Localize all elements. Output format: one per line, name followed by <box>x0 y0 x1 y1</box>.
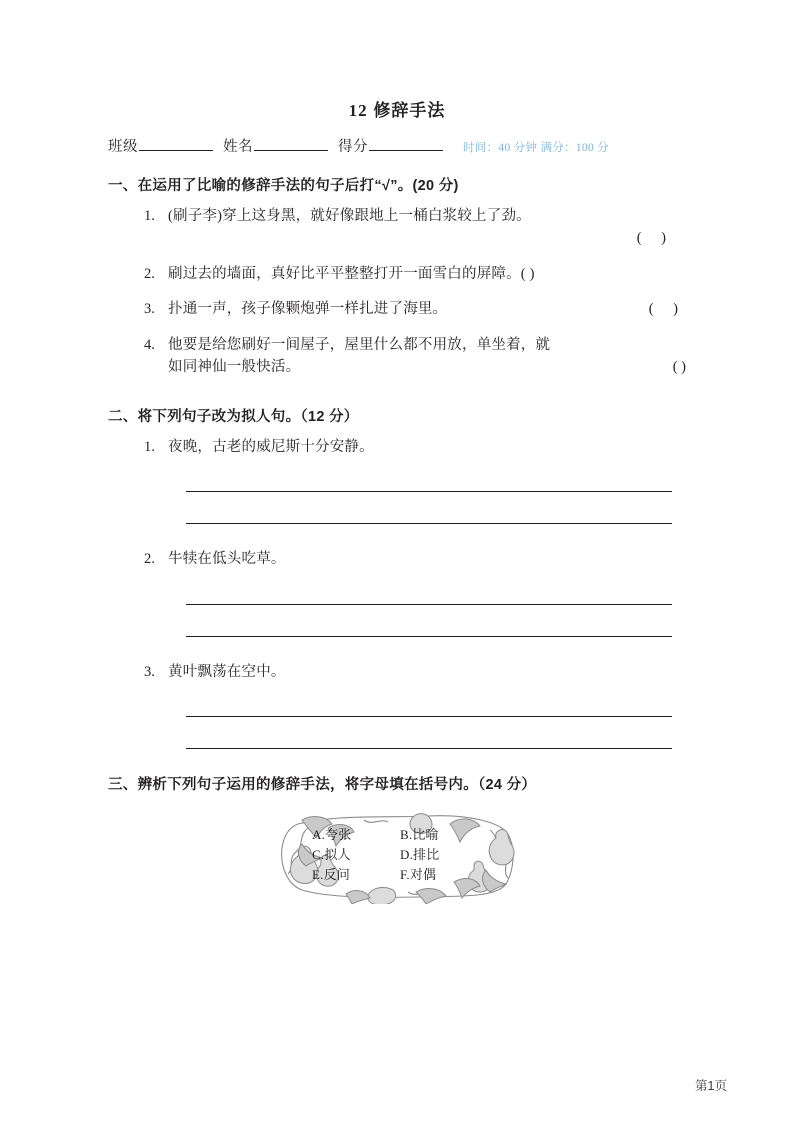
section-2-heading: 二、将下列句子改为拟人句。（12 分） <box>108 408 359 425</box>
class-label: 班级 <box>108 139 138 155</box>
answer-bracket[interactable]: ( ) <box>636 230 674 247</box>
option-e: E.反问 <box>312 866 350 882</box>
answer-lines <box>108 716 686 749</box>
answer-line[interactable] <box>186 604 672 605</box>
page-title-number: 12 <box>348 101 368 120</box>
page-title <box>108 96 686 121</box>
score-input[interactable] <box>369 137 443 151</box>
answer-lines <box>108 491 686 524</box>
question-text: 他要是给您刷好一间屋子，屋里什么都不用放，单坐着，就 <box>168 336 551 353</box>
question-body <box>168 436 686 458</box>
answer-line[interactable] <box>186 491 672 492</box>
question-item <box>108 263 686 285</box>
question-item <box>108 334 686 379</box>
question-item <box>108 205 686 250</box>
option-a: A.夸张 <box>312 827 352 843</box>
question-text: (刷子李)穿上这身黑，就好像跟地上一桶白浆较上了劲。 <box>168 208 531 224</box>
question-body <box>168 661 686 683</box>
question-text: 黄叶飘荡在空中。 <box>168 663 286 680</box>
section-1-heading: 一、在运用了比喻的修辞手法的句子后打“√”。(20 分) <box>108 178 459 194</box>
answer-line[interactable] <box>186 748 672 749</box>
worksheet-body <box>108 96 686 904</box>
question-number: 1. <box>144 208 155 224</box>
question-text: 夜晚，古老的威尼斯十分安静。 <box>168 438 374 455</box>
exam-meta: 时间：40 分钟 满分：100 分 <box>463 142 609 154</box>
question-text-continuation-row <box>168 356 686 378</box>
section-2-items <box>108 436 686 749</box>
question-number: 4. <box>144 336 155 353</box>
options-grid <box>312 826 488 885</box>
section-1-items <box>108 205 686 379</box>
answer-line[interactable] <box>186 523 672 524</box>
student-info-row <box>108 135 686 156</box>
decorative-options-box <box>268 808 526 904</box>
option-d: D.排比 <box>400 847 440 863</box>
question-body <box>168 263 686 285</box>
score-label: 得分 <box>338 139 368 155</box>
question-item <box>108 661 686 683</box>
name-input[interactable] <box>254 137 328 151</box>
question-text: 牛犊在低头吃草。 <box>168 551 286 568</box>
question-line <box>168 298 686 320</box>
option-b: B.比喻 <box>400 827 439 843</box>
answer-line[interactable] <box>186 636 672 637</box>
score-field <box>338 135 443 156</box>
question-body <box>168 205 686 250</box>
answer-bracket[interactable]: ( ) <box>672 359 686 376</box>
options-box-wrapper <box>108 808 686 904</box>
option-f: F.对偶 <box>400 866 437 882</box>
answer-lines <box>108 604 686 637</box>
answer-bracket[interactable]: ( ) <box>648 301 686 318</box>
class-field <box>108 135 213 156</box>
question-text-continuation: 如同神仙一般快活。 <box>168 359 301 376</box>
question-number: 3. <box>144 301 155 318</box>
question-body <box>168 548 686 570</box>
question-number: 1. <box>144 438 155 455</box>
class-input[interactable] <box>139 137 213 151</box>
question-number: 3. <box>144 663 155 680</box>
question-text: 刷过去的墙面，真好比平平整整打开一面雪白的屏障。( ) <box>168 265 535 282</box>
question-body <box>168 298 686 320</box>
question-item <box>108 298 686 320</box>
page-number-footer: 第1页 <box>695 1079 727 1093</box>
name-label: 姓名 <box>223 139 253 155</box>
answer-line[interactable] <box>186 716 672 717</box>
question-item <box>108 436 686 458</box>
question-body <box>168 334 686 379</box>
question-number: 2. <box>144 265 155 282</box>
page-title-text: 修辞手法 <box>373 101 446 120</box>
section-3-heading: 三、辨析下列句子运用的修辞手法，将字母填在括号内。（24 分） <box>108 777 537 794</box>
question-text: 扑通一声，孩子像颗炮弹一样扎进了海里。 <box>168 301 448 318</box>
option-c: C.拟人 <box>312 847 351 863</box>
question-number: 2. <box>144 551 155 568</box>
name-field <box>223 135 328 156</box>
question-item <box>108 548 686 570</box>
